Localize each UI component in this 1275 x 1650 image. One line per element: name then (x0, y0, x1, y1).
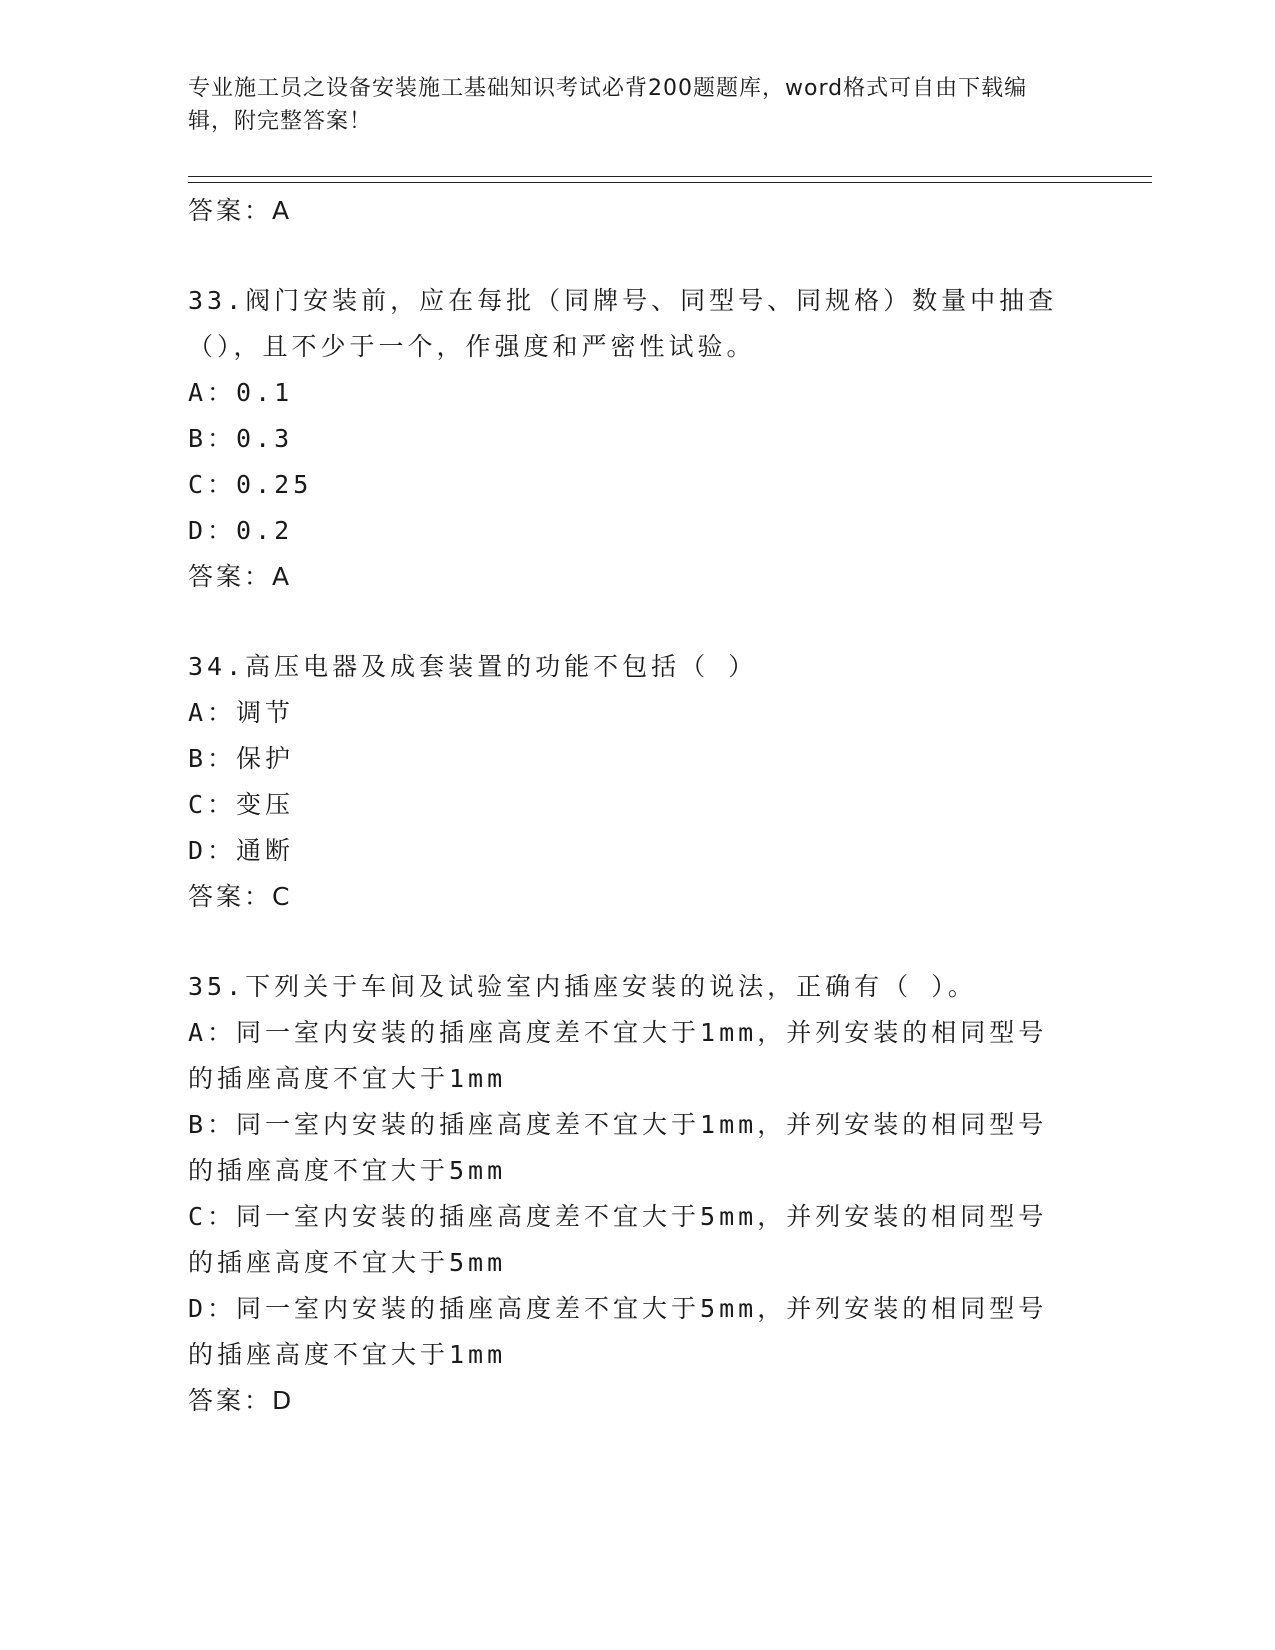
question-stem: 33.阀门安装前，应在每批（同牌号、同型号、同规格）数量中抽查（），且不少于一个，作强度和严密性试验。 (188, 286, 1058, 361)
option-a: A：同一室内安装的插座高度差不宜大于1mm，并列安装的相同型号的插座高度不宜大于1mm (188, 1018, 1048, 1093)
option-b: B：同一室内安装的插座高度差不宜大于1mm，并列安装的相同型号的插座高度不宜大于5mm (188, 1110, 1048, 1185)
option-c: C：变压 (188, 790, 295, 819)
option-d: D：通断 (188, 836, 295, 865)
answer-line: 答案：D (188, 1386, 295, 1415)
question-stem: 34.高压电器及成套装置的功能不包括（ ） (188, 652, 758, 681)
question-35 (188, 964, 1088, 1424)
spacer (188, 920, 1088, 964)
spacer (188, 600, 1088, 644)
header-divider-top (188, 176, 1152, 177)
document-header: 专业施工员之设备安装施工基础知识考试必背200题题库，word格式可自由下载编辑，附完整答案！ (188, 76, 1028, 134)
option-d: D：同一室内安装的插座高度差不宜大于5mm，并列安装的相同型号的插座高度不宜大于1mm (188, 1294, 1048, 1369)
option-b: B：0.3 (188, 424, 294, 453)
spacer (188, 234, 1088, 278)
option-c: C：同一室内安装的插座高度差不宜大于5mm，并列安装的相同型号的插座高度不宜大于5mm (188, 1202, 1048, 1277)
question-33 (188, 278, 1088, 600)
option-a: A：调节 (188, 698, 295, 727)
question-list (188, 188, 1088, 1424)
option-c: C：0.25 (188, 470, 313, 499)
answer-line: 答案：A (188, 562, 293, 591)
option-b: B：保护 (188, 744, 295, 773)
question-stem: 35.下列关于车间及试验室内插座安装的说法，正确有（ ）。 (188, 972, 977, 1001)
option-a: A：0.1 (188, 378, 294, 407)
header-divider-bottom (188, 182, 1152, 183)
question-34 (188, 644, 1088, 920)
answer-line: 答案：A (188, 196, 293, 225)
option-d: D：0.2 (188, 516, 294, 545)
answer-line: 答案：C (188, 882, 293, 911)
